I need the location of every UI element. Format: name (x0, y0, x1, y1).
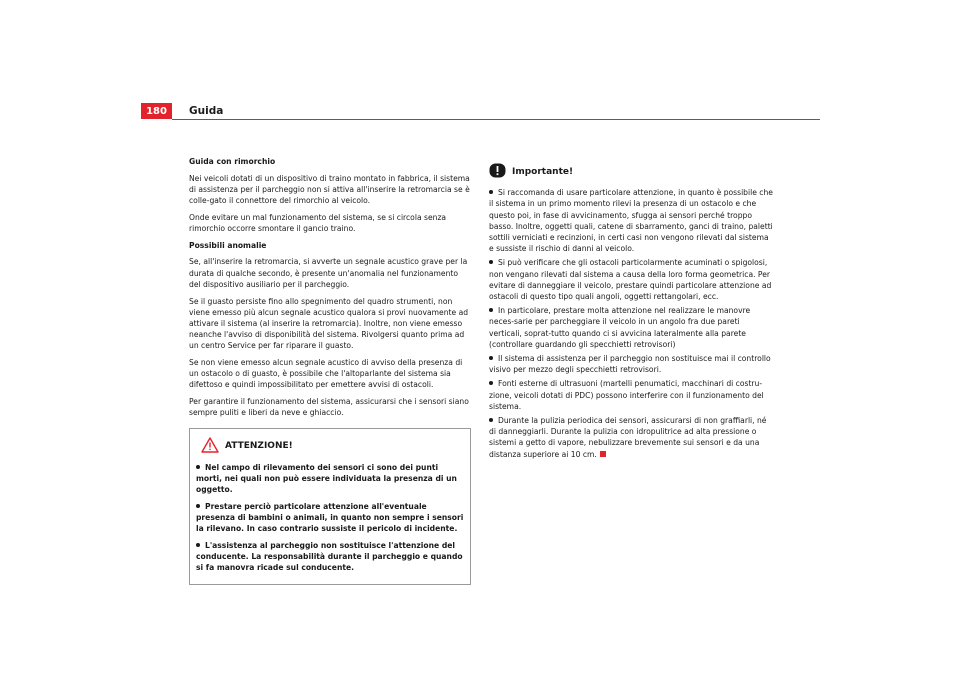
warning-title: ATTENZIONE! (225, 440, 293, 451)
warning-item: Nel campo di rilevamento dei sensori ci sono dei punti morti, nei quali non può essere individuata la presenza di un oggetto. (196, 462, 457, 495)
warning-box (189, 428, 471, 586)
bullet-icon (489, 381, 493, 385)
important-item: Il sistema di assistenza per il parcheggio non sostituisce mai il controllo visivo per mezzo degli specchietti retrovisori. (489, 354, 771, 375)
important-header (489, 163, 774, 181)
faults-paragraph-4: Per garantire il funzionamento del sistema, assicurarsi che i sensori siano sempre puliti e liberi da neve e ghiaccio. (189, 397, 469, 418)
towbar-paragraph: Onde evitare un mal funzionamento del sistema, se si circola senza rimorchio occorre smontare il gancio traino. (189, 212, 447, 234)
header-rule (172, 119, 820, 120)
important-item: In particolare, prestare molta attenzione nel realizzare le manovre neces-sarie per parcheggiare il veicolo in un angolo fra due pareti verticali, soprat-tutto quando ci si avvicina lateralmente alla parete (controllare guardando gli specchietti retrovisori) (489, 306, 751, 349)
towing-paragraph: Nei veicoli dotati di un dispositivo di traino montato in fabbrica, il sistema di assistenza per il parcheggio non si attiva all'inserire la retromarcia se è colle-gato il connettore del rimorchio al veicolo. (189, 173, 470, 206)
bullet-icon (489, 418, 493, 422)
towing-heading: Guida con rimorchio (189, 157, 276, 166)
end-of-section-icon (600, 451, 606, 457)
faults-paragraph-3: Se non viene emesso alcun segnale acustico di avviso della presenza di un ostacolo o di guasto, è possibile che l'altoparlante del sistema sia difettoso e quindi impossibilitato per emettere avvisi di ostacoli. (189, 358, 463, 390)
bullet-icon (489, 190, 493, 194)
section-title: Guida (189, 105, 224, 117)
warning-header (196, 437, 464, 456)
bullet-icon (489, 260, 493, 264)
faults-paragraph-2: Se il guasto persiste fino allo spegnimento del quadro strumenti, non viene emesso più alcun segnale acustico qualora si provi nuovamente ad attivare il sistema (al inserire la retromarcia). Inoltre, non viene emesso neanche l'avviso di disponibilità del sistema. Rivolgersi quanto prima ad un centro Service per far riparare il guasto. (189, 296, 469, 351)
warning-item: L'assistenza al parcheggio non sostituisce l'attenzione del conducente. La responsabilità durante il parcheggio e quando si fa manovra ricade sul conducente. (196, 540, 463, 573)
warning-item: Prestare perciò particolare attenzione all'eventuale presenza di bambini o animali, in quanto non sempre i sensori la rilevano. In caso contrario sussiste il pericolo di incidente. (196, 501, 464, 534)
important-item: Si raccomanda di usare particolare attenzione, in quanto è possibile che il sistema in un primo momento rilevi la presenza di un ostacolo e che questo poi, in fase di avvicinamento, sfugga ai sensori perché troppo basso. Inoltre, oggetti quali, catene di sbarramento, ganci di traino, paletti sottili verniciati e recinzioni, in certi casi non vengono rilevati dal sistema e sussiste il rischio di danni al veicolo. (489, 188, 773, 254)
faults-heading: Possibili anomalie (189, 240, 267, 250)
bullet-icon (196, 504, 200, 508)
important-title: Importante! (512, 166, 574, 177)
right-column (489, 163, 774, 463)
bullet-icon (196, 543, 200, 547)
faults-paragraph-1: Se, all'inserire la retromarcia, si avverte un segnale acustico grave per la durata di qualche secondo, è presente un'anomalia nel funzionamento del dispositivo ausiliario per il parcheggio. (189, 257, 468, 289)
bullet-icon (489, 356, 493, 360)
bullet-icon (489, 308, 493, 312)
exclamation-icon (489, 163, 506, 181)
bullet-icon (196, 465, 200, 469)
important-item: Durante la pulizia periodica dei sensori, assicurarsi di non graffiarli, né di danneggiarli. Durante la pulizia con idropulitrice ad alta pressione o sistemi a getto di vapore, nebulizzare brevemente sui sensori e da una distanza superiore ai 10 cm. (489, 416, 767, 459)
important-item: Fonti esterne di ultrasuoni (martelli penumatici, macchinari di costru-zione, veicoli dotati di PDC) possono interferire con il funzionamento del sistema. (489, 379, 764, 411)
left-column (189, 156, 471, 585)
important-item: Si può verificare che gli ostacoli particolarmente acuminati o spigolosi, non vengano rilevati dal sistema a causa della loro forma geometrica. Per evitare di danneggiare il veicolo, prestare quindi particolare attenzione ad ostacoli di questo tipo quali angoli, oggetti rettangolari, ecc. (489, 258, 772, 302)
page-number: 180 (141, 103, 172, 119)
warning-triangle-icon (201, 437, 219, 456)
